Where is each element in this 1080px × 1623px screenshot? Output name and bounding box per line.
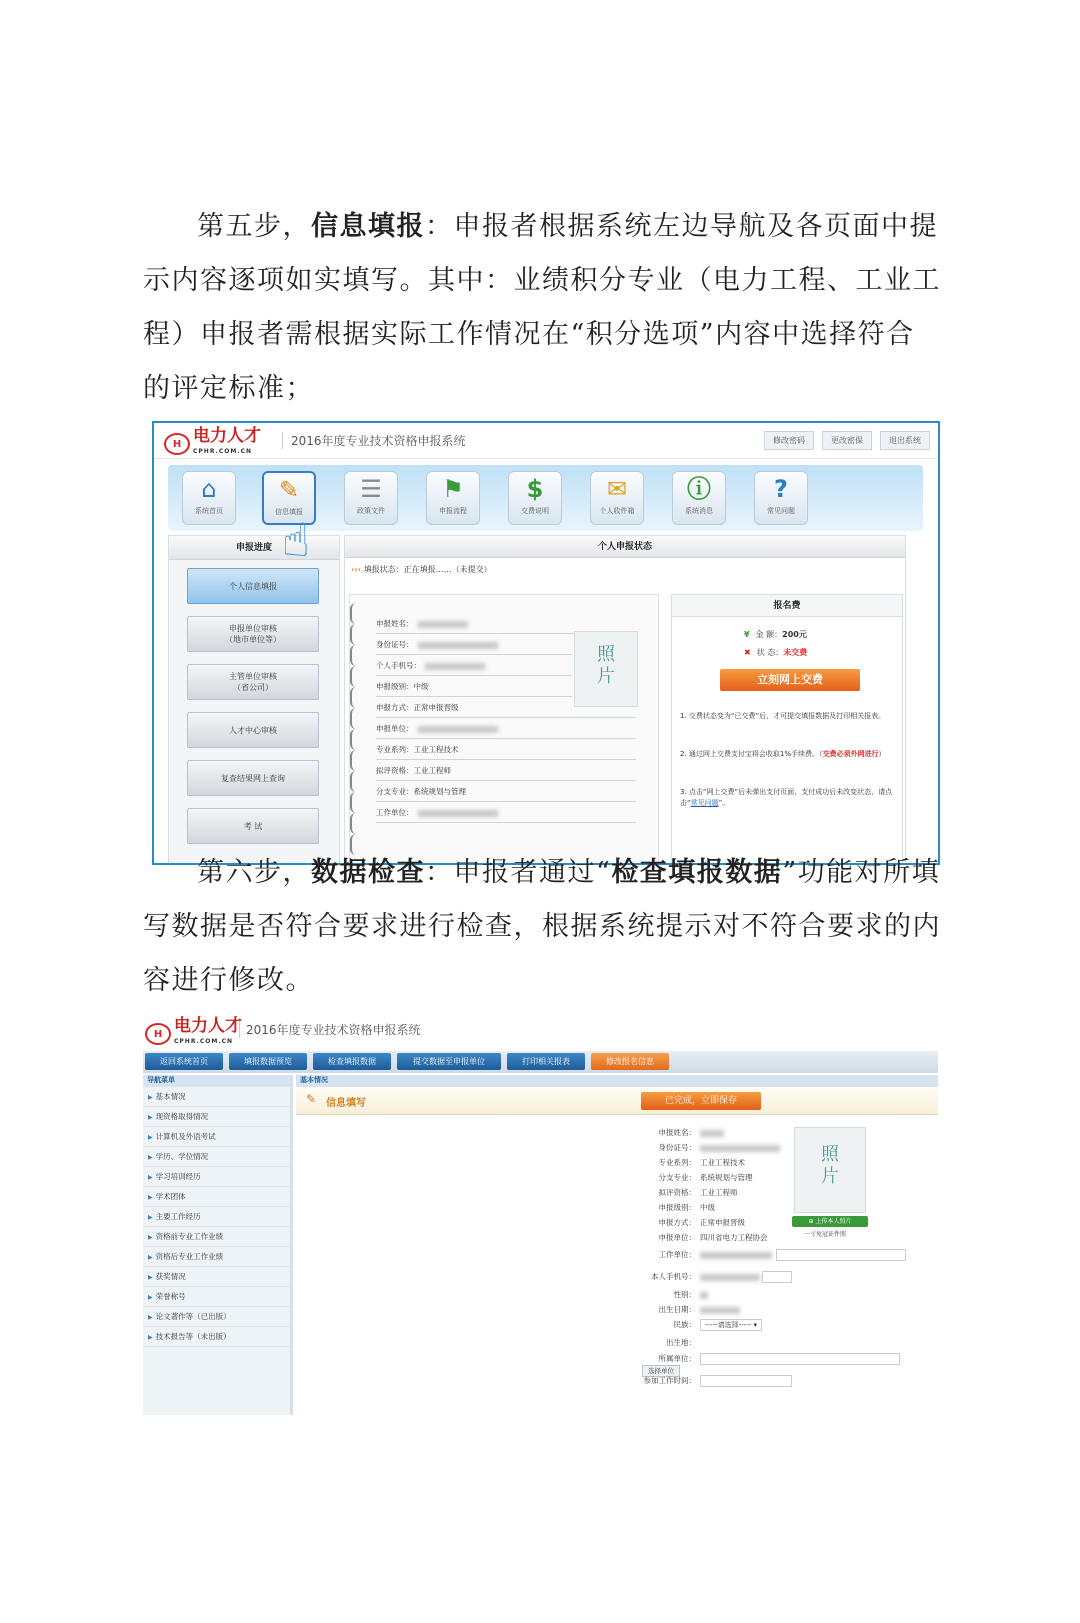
nav-item-qualification[interactable]: ▶ 现资格取得情况	[143, 1107, 290, 1127]
change-password-link[interactable]: 修改密码	[764, 431, 814, 450]
fee-info-label: 交费说明	[521, 507, 549, 515]
nav-item-reports[interactable]: ▶ 技术报告等（未出版）	[143, 1327, 290, 1347]
arrow-icon: ›››	[351, 565, 364, 574]
fill-status-text: 填报状态：正在填报……（未提交）	[363, 565, 492, 574]
check-data-button[interactable]: 检查填报数据	[313, 1053, 391, 1070]
work-unit-row: 工作单位：	[636, 1249, 906, 1261]
pick-unit-button[interactable]: 选择单位	[642, 1365, 680, 1377]
form-header	[296, 1087, 938, 1115]
status-title: 个人申报状态	[345, 536, 905, 558]
upload-note: 一寸免冠证件照	[804, 1231, 847, 1238]
pointer-hand-icon: ☝	[282, 513, 311, 567]
nav-item-work-history[interactable]: ▶ 主要工作经历	[143, 1207, 290, 1227]
inbox-button[interactable]	[590, 471, 644, 525]
step-supervisor-review[interactable]: 主管单位审核 （省公司）	[187, 664, 319, 700]
form-row: 申报方式： 正常申报晋级	[658, 1218, 745, 1227]
triangle-icon: ▶	[148, 1134, 153, 1141]
field-row: 申报姓名：	[376, 613, 636, 634]
faq-label: 常见问题	[767, 507, 795, 515]
header-bar	[143, 1015, 938, 1047]
triangle-icon: ▶	[148, 1294, 153, 1301]
screenshot-info-fill	[152, 421, 940, 865]
screenshot-data-check	[143, 1015, 938, 1415]
change-security-link[interactable]: 更改密保	[822, 431, 872, 450]
fee-info-button[interactable]	[508, 471, 562, 525]
progress-panel	[168, 535, 340, 865]
step-personal-info[interactable]: 个人信息填报	[187, 568, 319, 604]
pen-icon: ✎	[306, 1092, 317, 1106]
nav-item-papers[interactable]: ▶ 论文著作等（已出版）	[143, 1307, 290, 1327]
amount-line: ¥ 金 额：200元	[744, 630, 807, 639]
save-button[interactable]: 已完成，立即保存	[641, 1092, 761, 1110]
step6-paragraph	[143, 846, 943, 1008]
step-unit-review[interactable]: 申报单位审核 （地市单位等）	[187, 616, 319, 652]
logo-mark-icon: H	[164, 433, 190, 455]
photo-placeholder: 照 片	[794, 1127, 866, 1213]
nav-item-training[interactable]: ▶ 学习培训经历	[143, 1167, 290, 1187]
nav-menu	[143, 1075, 293, 1415]
logo-text: 电力人才	[193, 426, 261, 446]
step6-keyword: 数据检查	[311, 857, 425, 888]
status-panel	[344, 535, 906, 865]
triangle-icon: ▶	[148, 1274, 153, 1281]
triangle-icon: ▶	[148, 1114, 153, 1121]
plus-icon: ⊕	[808, 1218, 816, 1225]
fee-panel	[671, 594, 903, 864]
unit-input[interactable]	[700, 1353, 900, 1365]
fee-title: 报名费	[672, 595, 902, 617]
nation-row: 民族： -----请选择----- ▾	[636, 1319, 762, 1331]
cross-icon: ✖	[744, 648, 751, 657]
fee-tip-2: 2. 通过网上交费支付宝将会收取1%手续费。（交费必须外网进行）	[680, 750, 886, 758]
field-row: 工作单位：	[376, 802, 636, 823]
field-row: 个人手机号：	[376, 655, 572, 676]
nav-item-basic[interactable]: ▶ 基本情况	[143, 1087, 290, 1107]
form-row: 拟评资格： 工业工程师	[658, 1188, 738, 1197]
triangle-icon: ▶	[148, 1094, 153, 1101]
home-button[interactable]	[182, 471, 236, 525]
back-home-button[interactable]: 返回系统首页	[145, 1053, 223, 1070]
yen-icon: ¥	[744, 630, 750, 639]
step5-label: 第五步，	[197, 211, 311, 242]
breadcrumb: 基本情况	[296, 1075, 938, 1087]
policy-button[interactable]	[344, 471, 398, 525]
messages-button[interactable]	[672, 471, 726, 525]
upload-photo-button[interactable]: ⊕ 上传本人照片	[792, 1216, 868, 1227]
triangle-icon: ▶	[148, 1254, 153, 1261]
triangle-icon: ▶	[148, 1214, 153, 1221]
birth-row: 出生日期：	[636, 1304, 740, 1315]
messages-label: 系统消息	[685, 507, 713, 515]
work-time-row: 参加工作时间：	[636, 1375, 792, 1387]
progress-title: 申报进度	[169, 536, 339, 560]
form-area	[296, 1075, 938, 1415]
step6-keyword-2: 检查填报数据	[611, 857, 783, 888]
step6-text: ”功能对所填写数据是否符合要求进行检查，根据系统提示对不符合要求的内容进行修改。	[143, 857, 941, 996]
edit-registration-button[interactable]: 修改报名信息	[591, 1053, 669, 1070]
nav-item-post-achievements[interactable]: ▶ 资格后专业工作业绩	[143, 1247, 290, 1267]
logo-text: 电力人才	[174, 1016, 242, 1036]
triangle-icon: ▶	[148, 1314, 153, 1321]
preview-button[interactable]: 填报数据预览	[229, 1053, 307, 1070]
field-row: 申报级别：中级	[376, 676, 572, 697]
step-center-review[interactable]: 人才中心审核	[187, 712, 319, 748]
gender-row: 性别：	[636, 1289, 708, 1300]
step5-text: ：申报者根据系统左边导航及各页面中提示内容逐项如实填写。其中：业绩积分专业（电力工程、工业工程）申报者需根据实际工作情况在“积分选项”内容中选择符合的评定标准；	[143, 211, 941, 404]
step5-keyword: 信息填报	[311, 211, 425, 242]
process-label: 申报流程	[439, 507, 467, 515]
nation-select[interactable]: -----请选择----- ▾	[700, 1319, 762, 1331]
home-icon: ⌂	[201, 475, 217, 503]
submit-data-button[interactable]: 提交数据至申报单位	[397, 1053, 501, 1070]
field-row: 申报单位：	[376, 718, 636, 739]
triangle-icon: ▶	[148, 1174, 153, 1181]
form-row: 专业系列： 工业工程技术	[658, 1158, 745, 1167]
nav-item-academic[interactable]: ▶ 学术团体	[143, 1187, 290, 1207]
info-icon: ⓘ	[687, 475, 711, 503]
state-line: ✖ 状 态：未交费	[744, 648, 808, 657]
fee-tip-3: 3. 点击“网上交费”后未弹出支付页面，支付成功后未改变状态，请点击“常见问题”。	[680, 788, 893, 807]
pencil-icon: ✎	[278, 476, 300, 504]
faq-button[interactable]	[754, 471, 808, 525]
system-title: 2016年度专业技术资格申报系统	[282, 432, 466, 449]
field-row: 拟评资格：工业工程师	[376, 760, 636, 781]
form-row: 申报级别： 中级	[658, 1203, 715, 1212]
step6-label: 第六步，	[197, 857, 311, 888]
triangle-icon: ▶	[148, 1334, 153, 1341]
nav-item-exam[interactable]: ▶ 计算机及外语考试	[143, 1127, 290, 1147]
field-row: 身份证号：	[376, 634, 572, 655]
process-button[interactable]	[426, 471, 480, 525]
birthplace-row: 出生地：	[666, 1338, 696, 1347]
work-unit-input[interactable]	[776, 1249, 906, 1261]
nav-item-awards[interactable]: ▶ 获奖情况	[143, 1267, 290, 1287]
policy-label: 政策文件	[357, 507, 385, 515]
binder-rings-icon	[350, 603, 364, 855]
info-fill-label: 信息填报	[275, 508, 303, 516]
fill-status	[351, 564, 492, 575]
flag-icon: ⚑	[442, 475, 464, 503]
home-label: 系统首页	[195, 507, 223, 515]
unit-row: 所属单位：选择单位	[636, 1353, 938, 1377]
field-row: 专业系列：工业工程技术	[376, 739, 636, 760]
header-bar	[154, 423, 938, 459]
question-icon: ?	[774, 475, 788, 503]
work-time-input[interactable]	[700, 1375, 792, 1387]
step-exam[interactable]: 考 试	[187, 808, 319, 844]
pay-online-button[interactable]: 立刻网上交费	[720, 669, 860, 691]
inbox-label: 个人收件箱	[599, 507, 635, 515]
mobile-row: 本人手机号：	[636, 1271, 792, 1283]
form-title: 信息填写	[326, 1098, 366, 1109]
logo-sub: CPHR.COM.CN	[174, 1038, 234, 1045]
envelope-icon: ✉	[606, 475, 628, 503]
nav-item-pre-achievements[interactable]: ▶ 资格前专业工作业绩	[143, 1227, 290, 1247]
top-nav	[143, 1051, 938, 1073]
step6-mid: ：申报者通过“	[425, 857, 612, 888]
form-row: 申报单位： 四川省电力工程协会	[658, 1233, 768, 1242]
triangle-icon: ▶	[148, 1154, 153, 1161]
fee-tip-1: 1. 交费状态变为“已交费”后，才可提交填报数据及打印相关报表。	[680, 712, 886, 720]
mobile-input[interactable]	[762, 1271, 792, 1283]
nav-item-honors[interactable]: ▶ 荣誉称号	[143, 1287, 290, 1307]
field-row: 申报方式：正常申报晋级	[376, 697, 636, 718]
dollar-icon: $	[526, 475, 544, 503]
step-result-query[interactable]: 复查结果网上查询	[187, 760, 319, 796]
logout-link[interactable]: 退出系统	[880, 431, 930, 450]
applicant-card	[349, 594, 659, 864]
triangle-icon: ▶	[148, 1194, 153, 1201]
form-row: 身份证号：	[636, 1142, 780, 1153]
photo-placeholder: 照 片	[574, 631, 638, 707]
print-report-button[interactable]: 打印相关报表	[507, 1053, 585, 1070]
step5-paragraph	[143, 200, 943, 416]
system-title: 2016年度专业技术资格申报系统	[239, 1021, 421, 1038]
nav-menu-title: 导航菜单	[143, 1075, 290, 1087]
document-icon: ☰	[360, 475, 382, 503]
form-row: 申报姓名：	[636, 1127, 724, 1138]
logo	[145, 1016, 242, 1049]
triangle-icon: ▶	[148, 1234, 153, 1241]
nav-item-education[interactable]: ▶ 学历、学位情况	[143, 1147, 290, 1167]
form-row: 分支专业： 系统规划与管理	[658, 1173, 753, 1182]
logo	[164, 426, 261, 459]
logo-mark-icon: H	[145, 1023, 171, 1045]
field-row: 分支专业：系统规划与管理	[376, 781, 636, 802]
logo-sub: CPHR.COM.CN	[193, 448, 253, 455]
faq-link[interactable]: 常见问题	[690, 799, 719, 807]
